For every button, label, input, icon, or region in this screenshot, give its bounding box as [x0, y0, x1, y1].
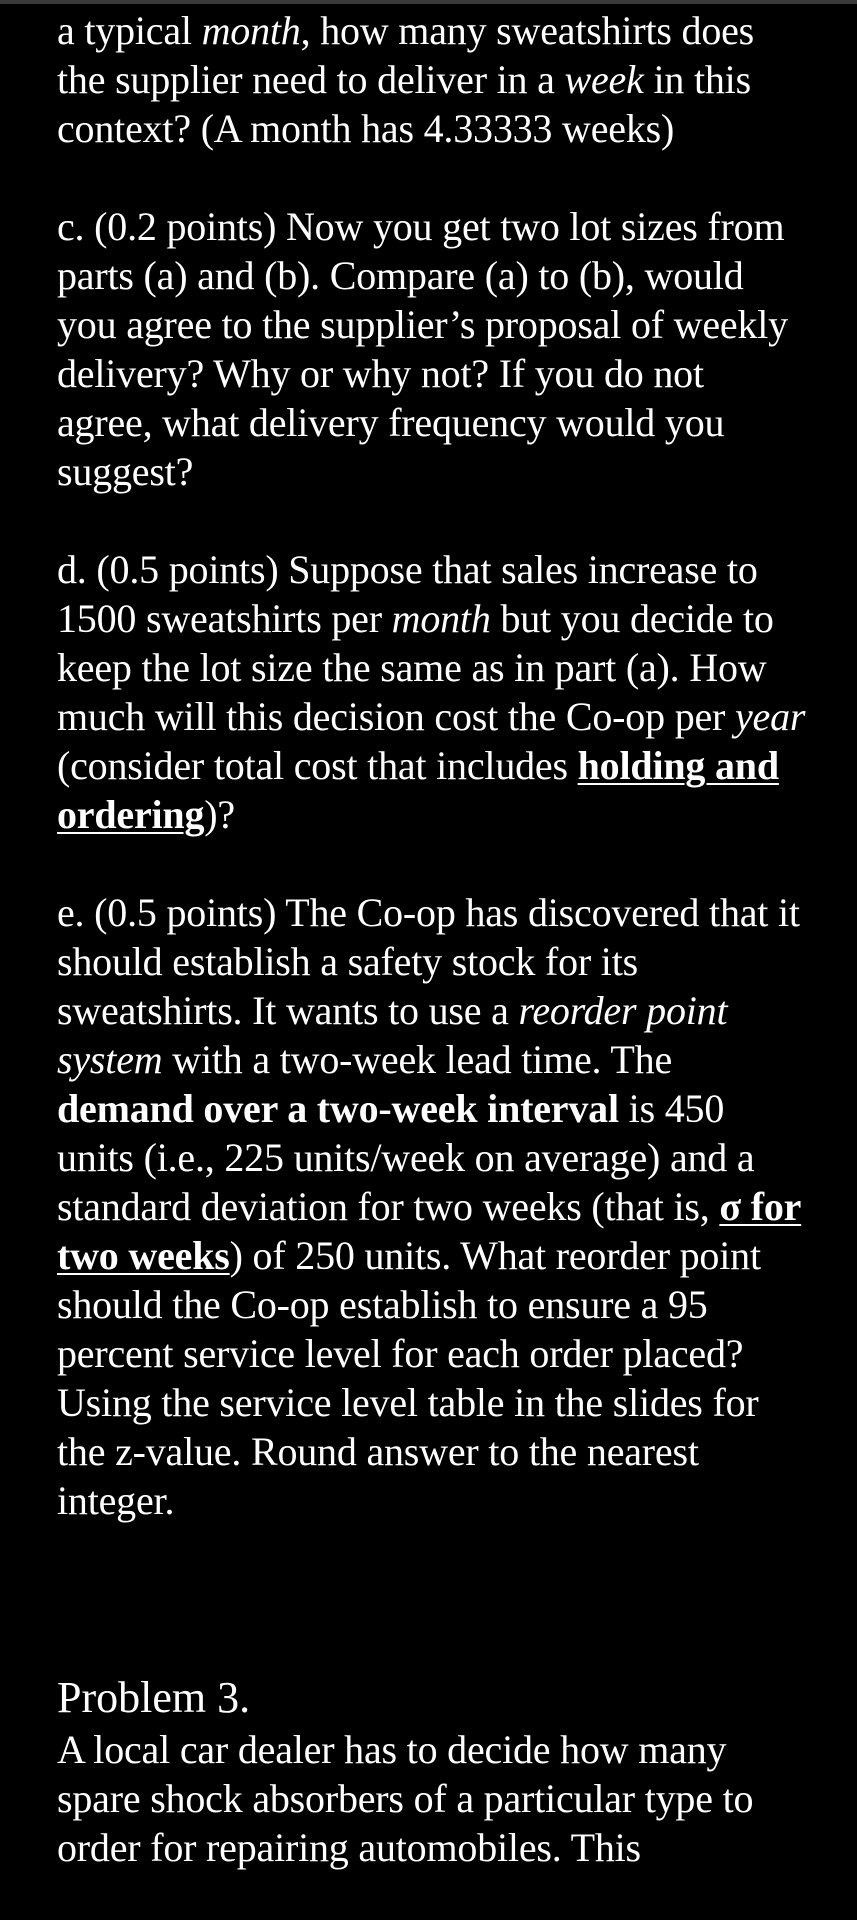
spacer — [57, 839, 807, 888]
problem-3-title: Problem 3. — [57, 1673, 251, 1722]
part-b-week: week — [564, 57, 644, 102]
part-d-text-3: (consider total cost that includes — [57, 743, 578, 788]
part-e-text-2: with a two-week lead time. The — [162, 1037, 673, 1082]
part-e-text-1: e. (0.5 points) The Co-op has discovered that it should establish a safety stock for its sweatshirts. It wants to use a — [57, 890, 800, 1033]
problem-3-text: A local car dealer has to decide how many spare shock absorbers of a particular type to order for repairing automobiles. This — [57, 1727, 754, 1870]
part-e — [57, 888, 807, 1525]
part-c: c. (0.2 points) Now you get two lot sizes from parts (a) and (b). Compare (a) to (b), would you agree to the supplier’s proposal of weekly delivery? Why or why not? If you do not agree, what delivery frequency would you suggest? — [57, 204, 788, 494]
part-b-text-3: in this context? (A month has 4.33333 weeks) — [57, 57, 751, 151]
part-d-month: month — [391, 596, 491, 641]
part-e-text-3: is 450 units (i.e., 225 units/week on average) and a standard deviation for two weeks (that is, — [57, 1086, 755, 1229]
part-e-reorder-point: reorder point system — [57, 988, 728, 1082]
part-b-month: month — [201, 8, 301, 53]
part-d-holding-ordering: holding and ordering — [57, 743, 779, 837]
part-d-text-1: d. (0.5 points) Suppose that sales increase to 1500 sweatshirts per — [57, 547, 758, 641]
part-e-text-4: ) of 250 units. What reorder point should the Co-op establish to ensure a 95 percent service level for each order placed? Using the service level table in the slides for the z-value. Round answer to the nearest integer. — [57, 1233, 761, 1523]
spacer — [57, 496, 807, 545]
part-d — [57, 545, 807, 839]
part-e-demand-interval: demand over a two-week interval — [57, 1086, 619, 1131]
part-e-sigma: σ for two weeks — [57, 1184, 802, 1278]
spacer — [57, 1525, 807, 1671]
part-d-text-4: )? — [204, 792, 235, 837]
part-b-text-2: , how many sweatshirts does the supplier need to deliver in a — [57, 8, 755, 102]
part-d-year: year — [734, 694, 806, 739]
top-edge — [0, 0, 857, 4]
part-b-tail — [57, 6, 807, 153]
part-b-text-1: a typical — [57, 8, 202, 53]
part-d-text-2: but you decide to keep the lot size the same as in part (a). How much will this decision cost the Co-op per — [57, 596, 774, 739]
document-page — [57, 6, 807, 1872]
spacer — [57, 153, 807, 202]
